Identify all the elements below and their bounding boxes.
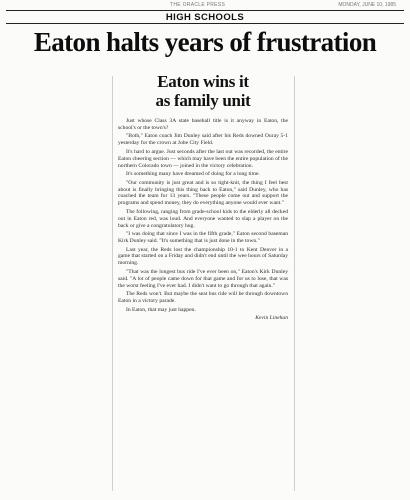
section-label: HIGH SCHOOLS bbox=[165, 12, 245, 23]
article-paragraph: Just whose Class 3A state baseball title is it anyway in Eaton, the school's or the town's? bbox=[118, 118, 288, 131]
column-rule-right bbox=[294, 76, 295, 491]
running-header bbox=[0, 2, 410, 10]
article-paragraph: "I was doing that since I was in the fifth grade," Eaton second baseman Kirk Dunley said. "It's something that is just done in the town." bbox=[118, 231, 288, 245]
article-paragraph: It's hard to argue. Just seconds after the last out was recorded, the entire Eaton cheering section — which may have been the entire population of the northern Colorado town — joined in the victory celebration. bbox=[118, 148, 288, 169]
publication-date: MONDAY, JUNE 10, 1985 bbox=[338, 2, 396, 8]
section-top-rule bbox=[6, 10, 404, 11]
article-paragraph: "Both," Eaton coach Jim Dunley said after his Reds downed Ouray 5-1 yesterday for the crown at Jobe City Field. bbox=[118, 133, 288, 147]
article-paragraph: It's something many have dreamed of doing for a long time. bbox=[126, 171, 260, 178]
section-bottom-rule bbox=[6, 23, 404, 24]
column-rule-left bbox=[112, 76, 113, 491]
subhead-line-1: Eaton wins it bbox=[157, 72, 249, 91]
article-paragraph: In Eaton, that may just happen. bbox=[126, 306, 196, 313]
article-paragraph: "That was the longest bus ride I've ever been on," Eaton's Kirk Dunley said. "A lot of people came down for that game and for us to lose, that was the worst feeling I've ever had. I didn't want to go through that again." bbox=[118, 268, 288, 289]
subhead-line-2: as family unit bbox=[155, 91, 251, 110]
headline: Eaton halts years of frustration bbox=[33, 27, 377, 57]
article-paragraph: "Our community is just great and is so tight-knit, the thing I feel best about is finally bringing this thing back to Eaton," said Dunley, who has coached the team for 13 years. "These people come out and support the programs and spend money, they do everything anyone would ever want." bbox=[118, 179, 288, 207]
byline: Kevin Linehan bbox=[255, 315, 288, 322]
article-paragraph: The following, ranging from grade-school kids to the elderly all decked out in Eaton red, was loud. And everyone wanted to slap a player on the back or give a congratulatory hug. bbox=[118, 208, 288, 229]
article-body bbox=[118, 118, 288, 314]
article-paragraph: The Reds won't. But maybe the seat bus ride will be through downtown Eaton in a victory parade. bbox=[118, 291, 288, 305]
article-subhead bbox=[118, 72, 288, 110]
article bbox=[118, 72, 288, 321]
article-paragraph: Last year, the Reds lost the championship 10-1 to Kent Denver in a game that started on a Friday and didn't end until the wee hours of Saturday morning. bbox=[118, 246, 288, 267]
publication-name: THE ORACLE PRESS bbox=[170, 2, 226, 8]
